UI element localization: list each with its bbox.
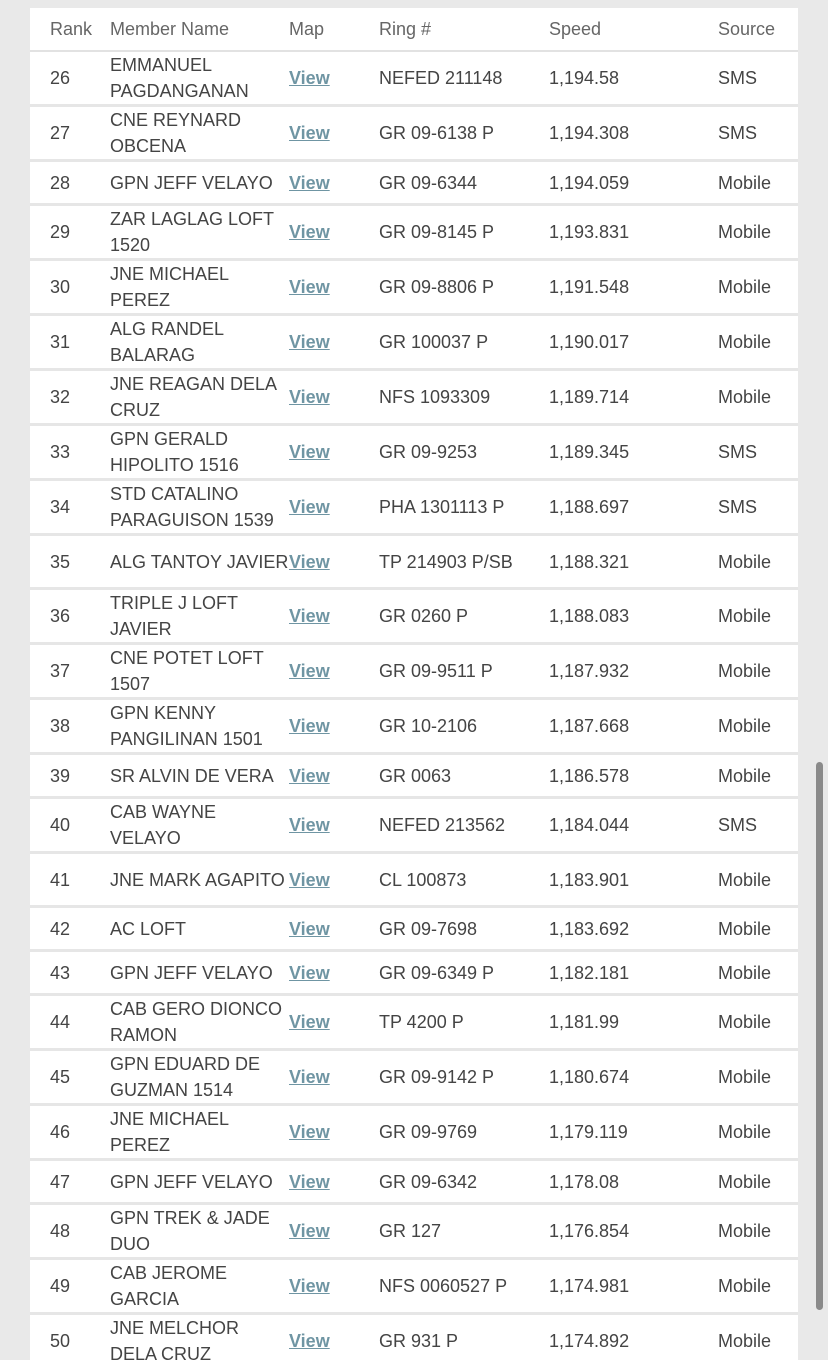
cell-member-name: AC LOFT [110,907,289,951]
cell-rank: 29 [30,205,110,260]
cell-map [289,644,379,699]
view-map-link[interactable]: View [289,1331,330,1351]
cell-member-name: JNE MICHAEL PEREZ [110,1105,289,1160]
cell-member-name: CAB JEROME GARCIA [110,1259,289,1314]
cell-map [289,754,379,798]
cell-rank: 50 [30,1314,110,1360]
view-map-link[interactable]: View [289,962,330,983]
cell-map [289,1259,379,1314]
cell-map [289,951,379,995]
table-row [30,1204,798,1259]
table-row [30,644,798,699]
cell-source: Mobile [718,260,798,315]
cell-source: Mobile [718,754,798,798]
table-row [30,480,798,535]
cell-speed: 1,179.119 [549,1105,718,1160]
cell-speed: 1,183.901 [549,853,718,907]
cell-rank: 48 [30,1204,110,1259]
cell-ring: NEFED 213562 [379,798,549,853]
cell-member-name: JNE REAGAN DELA CRUZ [110,370,289,425]
cell-source: Mobile [718,995,798,1050]
header-map: Map [289,8,379,51]
vertical-scrollbar[interactable] [816,762,823,1310]
view-map-link[interactable]: View [289,661,330,681]
view-map-link[interactable]: View [289,869,330,890]
header-ring: Ring # [379,8,549,51]
cell-source: Mobile [718,1105,798,1160]
cell-map [289,907,379,951]
cell-map [289,315,379,370]
cell-source: SMS [718,425,798,480]
cell-speed: 1,189.714 [549,370,718,425]
cell-ring: CL 100873 [379,853,549,907]
cell-ring: NEFED 211148 [379,51,549,106]
table-row [30,315,798,370]
cell-map [289,1160,379,1204]
cell-speed: 1,190.017 [549,315,718,370]
cell-source: Mobile [718,205,798,260]
cell-ring: GR 09-8806 P [379,260,549,315]
view-map-link[interactable]: View [289,68,330,88]
table-row [30,1314,798,1360]
cell-ring: GR 09-9142 P [379,1050,549,1105]
cell-rank: 46 [30,1105,110,1160]
table-row [30,951,798,995]
cell-member-name: CNE POTET LOFT 1507 [110,644,289,699]
cell-member-name: JNE MARK AGAPITO [110,853,289,907]
cell-ring: TP 4200 P [379,995,549,1050]
cell-member-name: CNE REYNARD OBCENA [110,106,289,161]
cell-member-name: ALG RANDEL BALARAG [110,315,289,370]
view-map-link[interactable]: View [289,277,330,297]
cell-rank: 49 [30,1259,110,1314]
cell-ring: GR 09-6344 [379,161,549,205]
view-map-link[interactable]: View [289,918,330,939]
table-row [30,589,798,644]
table-row [30,106,798,161]
cell-speed: 1,194.308 [549,106,718,161]
cell-member-name: TRIPLE J LOFT JAVIER [110,589,289,644]
table-row [30,161,798,205]
view-map-link[interactable]: View [289,332,330,352]
view-map-link[interactable]: View [289,222,330,242]
cell-rank: 31 [30,315,110,370]
cell-speed: 1,184.044 [549,798,718,853]
cell-map [289,260,379,315]
cell-member-name: GPN JEFF VELAYO [110,161,289,205]
cell-member-name: ALG TANTOY JAVIER [110,535,289,589]
cell-source: Mobile [718,161,798,205]
cell-map [289,161,379,205]
cell-ring: GR 127 [379,1204,549,1259]
cell-rank: 41 [30,853,110,907]
cell-map [289,535,379,589]
cell-ring: GR 10-2106 [379,699,549,754]
cell-map [289,589,379,644]
table-row [30,535,798,589]
header-source: Source [718,8,798,51]
cell-speed: 1,182.181 [549,951,718,995]
cell-rank: 44 [30,995,110,1050]
cell-ring: GR 09-9769 [379,1105,549,1160]
view-map-link[interactable]: View [289,765,330,786]
cell-rank: 38 [30,699,110,754]
cell-rank: 27 [30,106,110,161]
cell-member-name: SR ALVIN DE VERA [110,754,289,798]
cell-rank: 30 [30,260,110,315]
cell-ring: GR 09-8145 P [379,205,549,260]
table-row [30,798,798,853]
cell-rank: 47 [30,1160,110,1204]
view-map-link[interactable]: View [289,387,330,407]
cell-source: Mobile [718,1204,798,1259]
cell-speed: 1,188.697 [549,480,718,535]
cell-member-name: GPN TREK & JADE DUO [110,1204,289,1259]
cell-ring: PHA 1301113 P [379,480,549,535]
cell-speed: 1,191.548 [549,260,718,315]
cell-speed: 1,193.831 [549,205,718,260]
cell-member-name: GPN JEFF VELAYO [110,1160,289,1204]
cell-ring: GR 09-6349 P [379,951,549,995]
cell-member-name: EMMANUEL PAGDANGANAN [110,51,289,106]
table-header-row [30,8,798,51]
header-rank: Rank [30,8,110,51]
cell-speed: 1,180.674 [549,1050,718,1105]
cell-map [289,995,379,1050]
view-map-link[interactable]: View [289,172,330,193]
cell-source: Mobile [718,370,798,425]
cell-map [289,480,379,535]
cell-source: Mobile [718,589,798,644]
cell-member-name: STD CATALINO PARAGUISON 1539 [110,480,289,535]
cell-speed: 1,188.083 [549,589,718,644]
cell-source: Mobile [718,1314,798,1360]
cell-ring: GR 09-7698 [379,907,549,951]
table-row [30,51,798,106]
cell-rank: 45 [30,1050,110,1105]
cell-speed: 1,176.854 [549,1204,718,1259]
cell-source: SMS [718,106,798,161]
table-row [30,425,798,480]
cell-member-name: GPN GERALD HIPOLITO 1516 [110,425,289,480]
view-map-link[interactable]: View [289,551,330,572]
cell-source: Mobile [718,907,798,951]
cell-speed: 1,174.892 [549,1314,718,1360]
view-map-link[interactable]: View [289,1276,330,1296]
cell-ring: GR 0063 [379,754,549,798]
view-map-link[interactable]: View [289,815,330,835]
cell-map [289,205,379,260]
cell-speed: 1,186.578 [549,754,718,798]
cell-rank: 34 [30,480,110,535]
cell-speed: 1,188.321 [549,535,718,589]
cell-member-name: GPN EDUARD DE GUZMAN 1514 [110,1050,289,1105]
table-row [30,853,798,907]
cell-rank: 26 [30,51,110,106]
cell-ring: GR 931 P [379,1314,549,1360]
table-row [30,907,798,951]
cell-map [289,1314,379,1360]
header-member-name: Member Name [110,8,289,51]
cell-member-name: GPN KENNY PANGILINAN 1501 [110,699,289,754]
view-map-link[interactable]: View [289,716,330,736]
cell-rank: 40 [30,798,110,853]
cell-speed: 1,187.668 [549,699,718,754]
cell-source: Mobile [718,315,798,370]
cell-ring: GR 09-9511 P [379,644,549,699]
table-row [30,699,798,754]
cell-source: Mobile [718,699,798,754]
view-map-link[interactable]: View [289,1067,330,1087]
cell-map [289,699,379,754]
table-row [30,1105,798,1160]
cell-member-name: GPN JEFF VELAYO [110,951,289,995]
view-map-link[interactable]: View [289,1012,330,1032]
results-table [30,8,798,1360]
view-map-link[interactable]: View [289,442,330,462]
cell-rank: 33 [30,425,110,480]
cell-rank: 32 [30,370,110,425]
table-row [30,205,798,260]
cell-ring: GR 09-6342 [379,1160,549,1204]
cell-member-name: CAB WAYNE VELAYO [110,798,289,853]
view-map-link[interactable]: View [289,1171,330,1192]
cell-rank: 37 [30,644,110,699]
cell-speed: 1,194.059 [549,161,718,205]
cell-ring: GR 0260 P [379,589,549,644]
table-row [30,370,798,425]
cell-map [289,853,379,907]
cell-source: Mobile [718,853,798,907]
view-map-link[interactable]: View [289,1122,330,1142]
cell-speed: 1,187.932 [549,644,718,699]
cell-speed: 1,174.981 [549,1259,718,1314]
cell-map [289,1105,379,1160]
table-row [30,260,798,315]
cell-member-name: CAB GERO DIONCO RAMON [110,995,289,1050]
cell-member-name: JNE MELCHOR DELA CRUZ [110,1314,289,1360]
cell-ring: GR 09-6138 P [379,106,549,161]
cell-rank: 35 [30,535,110,589]
cell-map [289,1204,379,1259]
view-map-link[interactable]: View [289,123,330,143]
cell-ring: TP 214903 P/SB [379,535,549,589]
cell-ring: NFS 1093309 [379,370,549,425]
header-speed: Speed [549,8,718,51]
cell-map [289,798,379,853]
cell-source: Mobile [718,535,798,589]
cell-source: SMS [718,480,798,535]
cell-map [289,51,379,106]
cell-source: Mobile [718,1050,798,1105]
cell-speed: 1,181.99 [549,995,718,1050]
cell-map [289,106,379,161]
cell-source: Mobile [718,951,798,995]
cell-speed: 1,178.08 [549,1160,718,1204]
view-map-link[interactable]: View [289,606,330,626]
table-row [30,754,798,798]
table-row [30,1160,798,1204]
cell-speed: 1,189.345 [549,425,718,480]
cell-speed: 1,194.58 [549,51,718,106]
table-row [30,995,798,1050]
cell-rank: 28 [30,161,110,205]
view-map-link[interactable]: View [289,497,330,517]
cell-ring: NFS 0060527 P [379,1259,549,1314]
table-row [30,1259,798,1314]
cell-rank: 36 [30,589,110,644]
cell-source: SMS [718,51,798,106]
cell-rank: 43 [30,951,110,995]
cell-member-name: ZAR LAGLAG LOFT 1520 [110,205,289,260]
cell-source: SMS [718,798,798,853]
cell-source: Mobile [718,1259,798,1314]
cell-rank: 42 [30,907,110,951]
table-body [30,51,798,1360]
cell-rank: 39 [30,754,110,798]
cell-source: Mobile [718,1160,798,1204]
cell-map [289,425,379,480]
view-map-link[interactable]: View [289,1221,330,1241]
cell-ring: GR 09-9253 [379,425,549,480]
table-row [30,1050,798,1105]
cell-map [289,370,379,425]
cell-source: Mobile [718,644,798,699]
cell-speed: 1,183.692 [549,907,718,951]
cell-member-name: JNE MICHAEL PEREZ [110,260,289,315]
cell-ring: GR 100037 P [379,315,549,370]
cell-map [289,1050,379,1105]
results-panel [30,8,798,1360]
